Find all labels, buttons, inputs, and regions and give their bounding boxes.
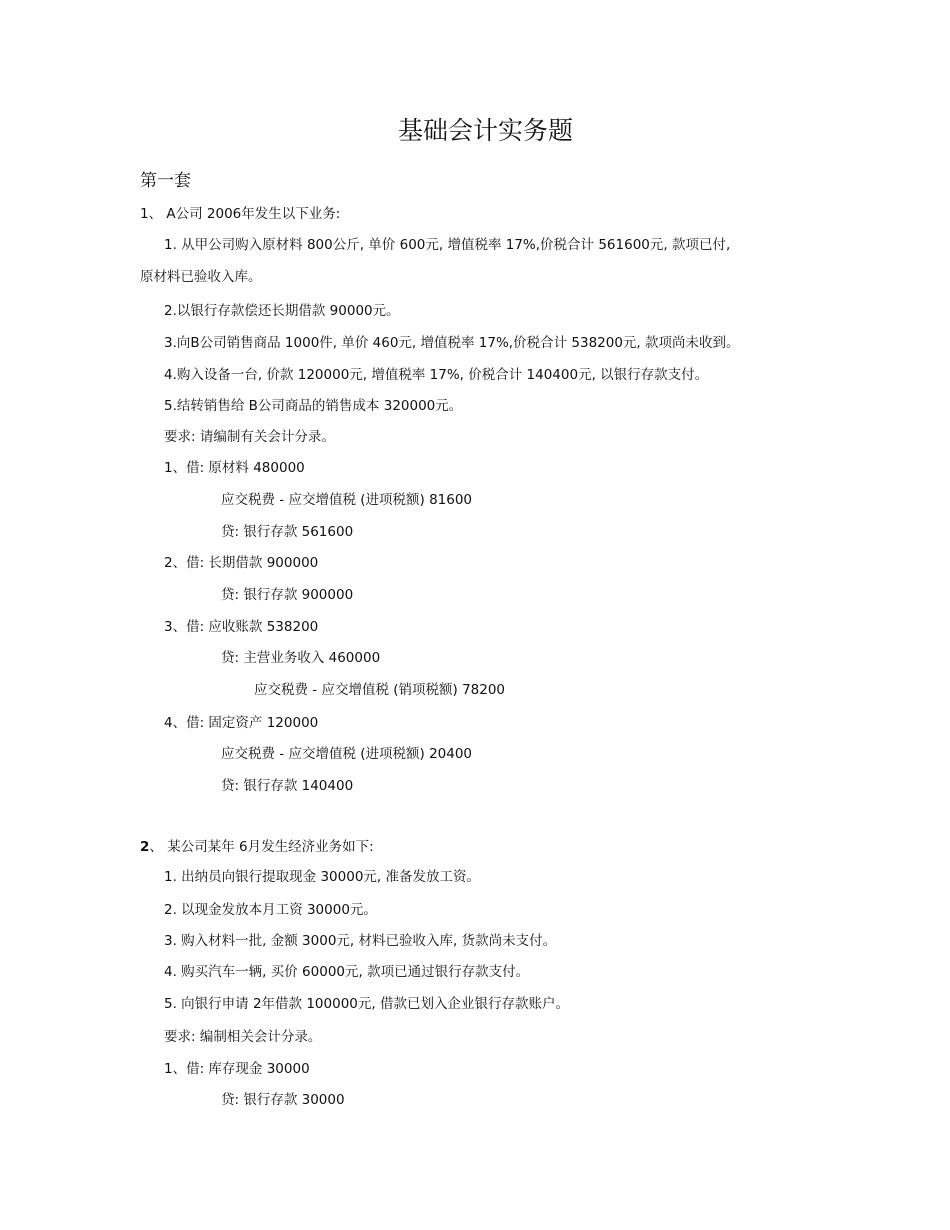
question-1-item-2: 2.以银行存款偿还长期借款 90000元。 bbox=[164, 303, 400, 319]
journal-entry-line: 贷: 银行存款 140400 bbox=[221, 778, 354, 794]
journal-entry-line: 应交税费 - 应交增值税 (销项税额) 78200 bbox=[254, 682, 506, 698]
journal-entry-line: 应交税费 - 应交增值税 (进项税额) 81600 bbox=[221, 492, 473, 508]
journal-entry-line: 2、借: 长期借款 900000 bbox=[164, 555, 319, 571]
question-2-item-2: 2. 以现金发放本月工资 30000元。 bbox=[164, 902, 377, 918]
question-2-item-3: 3. 购入材料一批, 金额 3000元, 材料已验收入库, 货款尚未支付。 bbox=[164, 933, 557, 949]
set-label: 第一套 bbox=[140, 171, 191, 191]
journal-entry-line: 4、借: 固定资产 120000 bbox=[164, 715, 319, 731]
question-2-heading bbox=[140, 838, 374, 856]
journal-entry-line: 1、借: 库存现金 30000 bbox=[164, 1061, 310, 1077]
document-title: 基础会计实务题 bbox=[398, 116, 574, 145]
question-2-heading-text: 、 某公司某年 6月发生经济业务如下: bbox=[149, 839, 374, 855]
question-1-item-3: 3.向B公司销售商品 1000件, 单价 460元, 增值税率 17%,价税合计 538200元, 款项尚未收到。 bbox=[164, 335, 740, 351]
question-2-item-4: 4. 购买汽车一辆, 买价 60000元, 款项已通过银行存款支付。 bbox=[164, 964, 530, 980]
journal-entry-line: 贷: 主营业务收入 460000 bbox=[221, 650, 381, 666]
journal-entry-line: 贷: 银行存款 900000 bbox=[221, 587, 354, 603]
question-1-item-1: 1. 从甲公司购入原材料 800公斤, 单价 600元, 增值税率 17%,价税合计 561600元, 款项已付, bbox=[164, 237, 731, 253]
question-2-item-1: 1. 出纳员向银行提取现金 30000元, 准备发放工资。 bbox=[164, 869, 480, 885]
question-1-item-4: 4.购入设备一台, 价款 120000元, 增值税率 17%, 价税合计 140400元, 以银行存款支付。 bbox=[164, 367, 709, 383]
journal-entry-line: 贷: 银行存款 30000 bbox=[221, 1092, 345, 1108]
question-2-number: 2 bbox=[140, 839, 150, 855]
journal-entry-line: 3、借: 应收账款 538200 bbox=[164, 619, 319, 635]
question-1-item-1-cont: 原材料已验收入库。 bbox=[140, 269, 262, 285]
question-1-requirement: 要求: 请编制有关会计分录。 bbox=[164, 429, 335, 445]
question-2-requirement: 要求: 编制相关会计分录。 bbox=[164, 1029, 322, 1045]
question-1-item-5: 5.结转销售给 B公司商品的销售成本 320000元。 bbox=[164, 398, 463, 414]
question-1-heading: 1、 A公司 2006年发生以下业务: bbox=[140, 206, 341, 222]
journal-entry-line: 贷: 银行存款 561600 bbox=[221, 524, 354, 540]
question-2-item-5: 5. 向银行申请 2年借款 100000元, 借款已划入企业银行存款账户。 bbox=[164, 996, 569, 1012]
journal-entry-line: 1、借: 原材料 480000 bbox=[164, 460, 305, 476]
journal-entry-line: 应交税费 - 应交增值税 (进项税额) 20400 bbox=[221, 746, 473, 762]
